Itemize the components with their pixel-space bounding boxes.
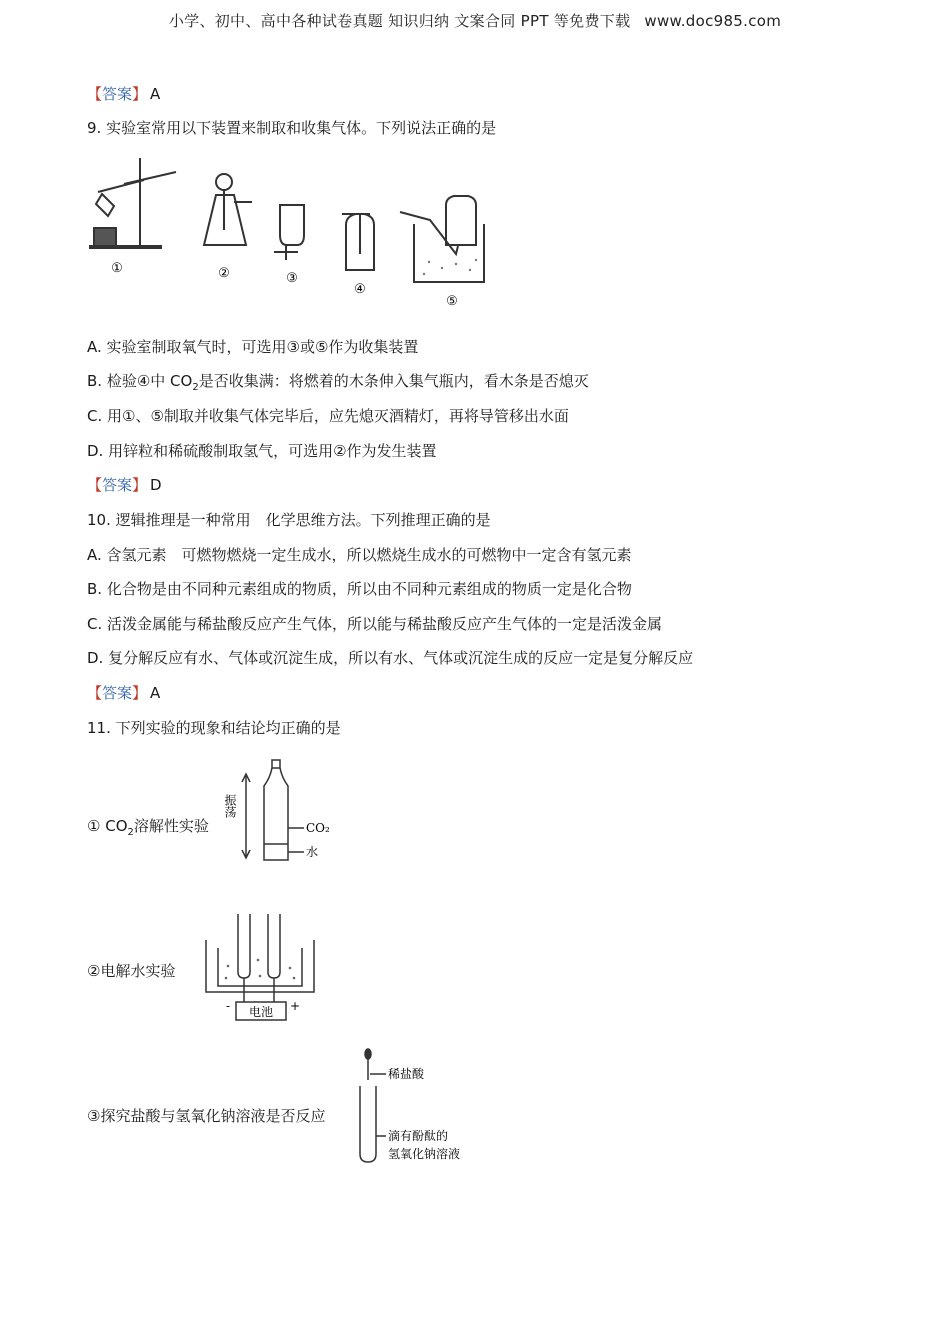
water-label: 水 [306, 845, 319, 859]
q9-option-c: C. 用①、⑤制取并收集气体完毕后，应先熄灭酒精灯，再将导管移出水面 [87, 407, 569, 425]
q10-option-b: B. 化合物是由不同种元素组成的物质，所以由不同种元素组成的物质一定是化合物 [87, 580, 632, 598]
exp1-bottle-figure [223, 756, 346, 868]
q10-option-c: C. 活泼金属能与稀盐酸反应产生气体，所以能与稀盐酸反应产生气体的一定是活泼金属 [87, 615, 663, 633]
q9-apparatus-figure [84, 150, 496, 310]
solution-label-1: 滴有酚酞的 [388, 1129, 449, 1143]
q9-stem: 9. 实验室常用以下装置来制取和收集气体。下列说法正确的是 [87, 119, 497, 137]
q10-option-a: A. 含氢元素 可燃物燃烧一定生成水，所以燃烧生成水的可燃物中一定含有氢元素 [87, 546, 632, 564]
page-header [0, 10, 950, 31]
q9-option-a: A. 实验室制取氧气时，可选用③或⑤作为收集装置 [87, 338, 419, 356]
fig-label-2: ② [218, 266, 230, 281]
answer-value: A [150, 85, 161, 103]
header-text: 小学、初中、高中各种试卷真题 知识归纳 文案合同 PPT 等免费下载 [168, 12, 631, 30]
shake-label: 振荡 [223, 794, 237, 818]
exp2-caption: ②电解水实验 [87, 962, 176, 980]
answer-value: D [150, 476, 162, 494]
q9-option-d: D. 用锌粒和稀硫酸制取氢气，可选用②作为发生装置 [87, 442, 437, 460]
exp1-caption: ① $CO_2$溶解性实验 [87, 817, 209, 838]
header-url[interactable]: www.doc985.com [644, 12, 782, 30]
co2-label: CO₂ [306, 821, 330, 835]
q10-option-d: D. 复分解反应有水、气体或沉淀生成，所以有水、气体或沉淀生成的反应一定是复分解反应 [87, 649, 694, 667]
q8-answer [87, 83, 160, 105]
q9-option-b: B. 检验④中 $CO_2$是否收集满：将燃着的木条伸入集气瓶内，看木条是否熄灭 [87, 372, 589, 393]
battery-label: 电池 [248, 1005, 274, 1019]
acid-label: 稀盐酸 [388, 1067, 425, 1081]
fig-label-1: ① [111, 261, 123, 276]
q10-stem: 10. 逻辑推理是一种常用 化学思维方法。下列推理正确的是 [87, 511, 491, 529]
q10-answer: 【答案】 A [87, 684, 161, 702]
q11-stem: 11. 下列实验的现象和结论均正确的是 [87, 719, 341, 737]
q9-answer: 【答案】 D [87, 476, 162, 494]
answer-bracket-right: 】 [132, 85, 148, 103]
exp3-caption: ③探究盐酸与氢氧化钠溶液是否反应 [87, 1107, 326, 1125]
battery-minus: - [226, 999, 231, 1013]
solution-label-2: 氢氧化钠溶液 [388, 1147, 461, 1161]
battery-plus: + [290, 999, 301, 1013]
fig-label-4: ④ [354, 282, 366, 297]
fig-label-5: ⑤ [446, 294, 458, 309]
fig-label-3: ③ [286, 271, 298, 286]
answer-value: A [150, 684, 161, 702]
answer-bracket-left: 【 [87, 85, 103, 103]
exp3-testtube-figure [352, 1044, 478, 1168]
exp2-electrolysis-figure [198, 910, 324, 1022]
answer-label: 答案 [102, 85, 133, 103]
